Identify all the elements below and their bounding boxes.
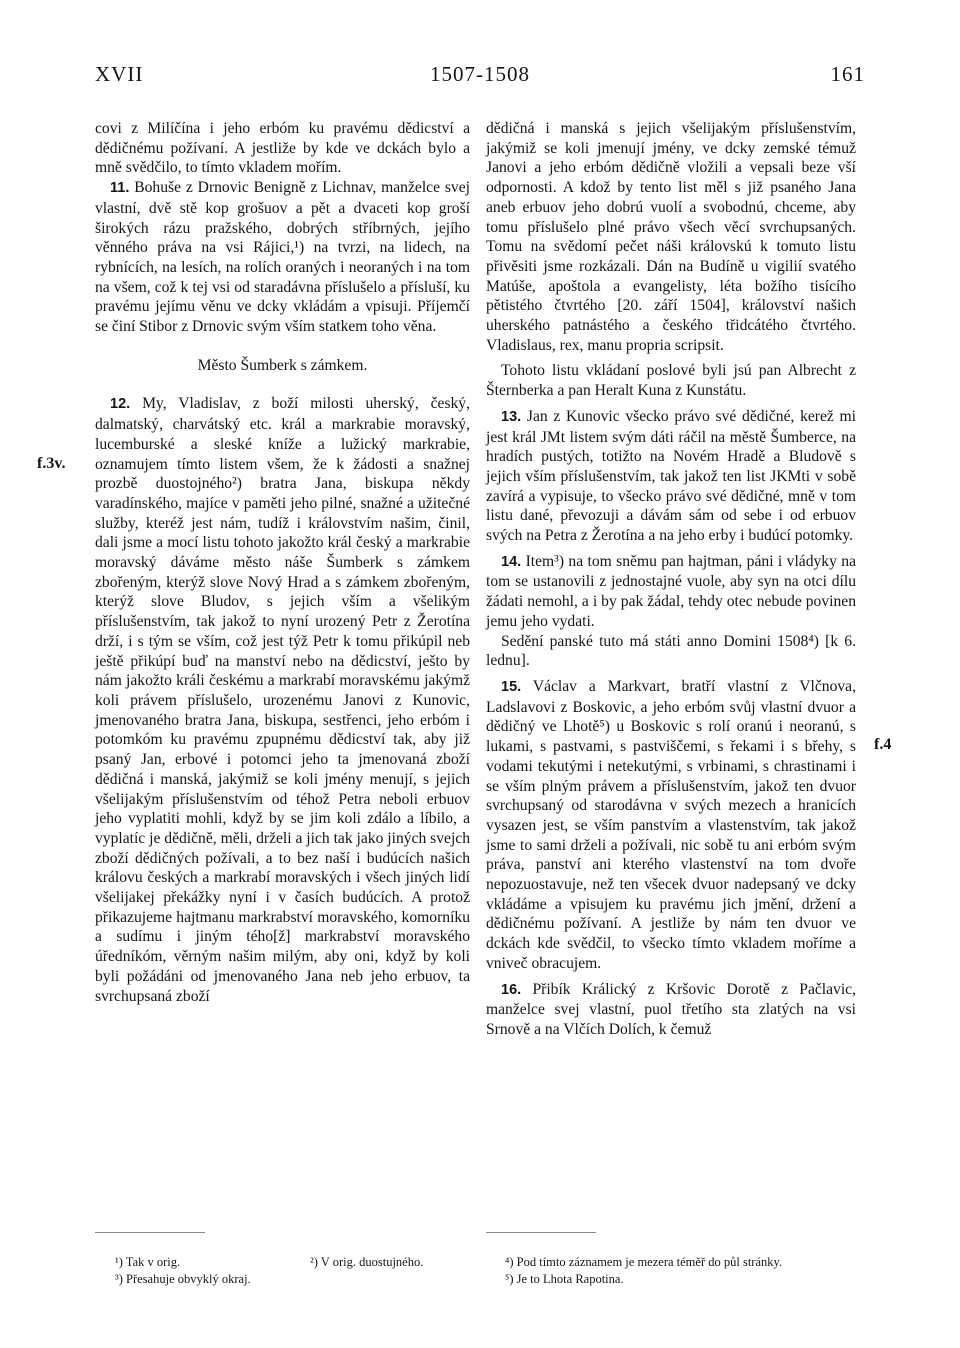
section-heading: Město Šumberk s zámkem. — [197, 356, 368, 374]
entry-text: My, Vladislav, z boží milosti uherský, český, dalmatský, charvátský etc. král a markrabie moravský, lucemburské a sleské kníže a lužický markrabie, oznamujem tímto listem všem, že k žádosti a snažnej prozbě duostojného²) bratra Jana, biskupa někdy varadínského, majíce v paměti jeho pilné, snažné a užitečné služby, kteréž jest nám, tudíž i královstvím našim, činil, dali jsme a mocí listu tohoto jakožto král český a markrabie moravský dáváme město náše Šumberk s zámkem zbořeným, kterýž slove Nový Hrad a s zámkem zbořeným, kterýž slove Bludov, s jejich vším a všelikým příslušenstvím, tak jakož to nyní urozený Petr z Žerotína drží, i s tým se vším, což jest týž Petr k tomu přikúpil neb ještě přikúpí buď na manství nebo na dědicství, ješto by nám jakožto králi českému a markrabí moravskému jakýmž koli právem příslušelo, urozenému Janovi z Kunovic, jmenovaného bratra Jana, biskupa, sestřenci, jeho erbóm i potomkóm ku pravému zpupnému dědicství tak, aby již psaný Jan, erbové i potomci jeho ta jmenovaná zboží dědičná i manská, jakýmiž se koli jmény menují, s jejich všelijakým příslušenstvím od téhož Petra neboli erbuov jeho vyplatiti mohli, když by se jim koli zdálo a líbilo, a vyplatíc je dědičně, měli, drželi a jich tak jako jiných svejch zboží dědičných požívali, a to bez naší i budúcích našich královu českých a markrabí moravských i všech jiných lidí všelijakej překážky nyní i v časích budúcích. A protož přikazujeme hajtmanu markrabství moravského, komorníku a sudímu i jiným tého[ž] markrabství moravského úředníkóm, věrným našim milým, aby oni, když by koli byli požádáni od jmenovaného Jana neb jeho erbuov, ta svrchupsaná zboží — [95, 395, 470, 1005]
footnote-1: ¹) Tak v orig. — [115, 1255, 181, 1269]
entry-text: Item³) na tom sněmu pan hajtman, páni i vládyky na tom se ustanovili z jednostajné vuole, aby syn na otci dílu žádati nemohl, a i by pak žádal, tehdy otec nebude povinen jemu jeho vydati. — [486, 552, 856, 630]
entry-13 — [486, 407, 856, 546]
left-column — [95, 119, 470, 1006]
entry-text: Přibík Králický z Kršovic Dorotě z Pačlavic, manželce svej vlastní, puol třetího sta zlatých na vsi Srnově a na Vlčích Dolích, k čemuž — [486, 980, 856, 1038]
entry-12 — [95, 394, 470, 1006]
entry-11 — [95, 178, 470, 337]
footnote-3: ³) Přesahuje obvyklý okraj. — [115, 1272, 251, 1286]
header-years: 1507-1508 — [430, 62, 530, 86]
entry-number: 11. — [110, 180, 130, 197]
right-column — [486, 119, 856, 1040]
entry-14 — [486, 552, 856, 632]
footnote-5: ⁵) Je to Lhota Rapotina. — [505, 1272, 624, 1286]
footnote-2: ²) V orig. duostujného. — [310, 1255, 424, 1269]
entry-number: 14. — [501, 553, 522, 570]
page-number: 161 — [830, 62, 865, 86]
entry-number: 12. — [110, 396, 131, 413]
paragraph: dědičná i manská s jejich všelijakým příslušenstvím, jakýmiž se koli jmenují jmény, ve dcky zemské témuž Janovi a jeho erbóm dědičně vložili a vepsali beze vší odpornosti. A kdož by tento list měl s již psaného Jana aneb erbuov jeho dobrú vuolí a svobodnú, chceme, aby tomu příslušelo plné právo všech věcí svrchupsaných. Tomu na svědomí pečet náši královskú k tomuto listu přivěsiti jsme rozkázali. Dán na Budíně u vigilií svatého Matúše, apoštola a evangelisty, léta božího tisícího pětistého čtvrtého [20. září 1504], království našich uherského patnástého a českého třidcátého čtvrtého. Vladislaus, rex, manu propria scripsit. — [486, 120, 856, 354]
entry-number: 15. — [501, 678, 522, 695]
entry-text: Jan z Kunovic všecko právo své dědičné, kerež mi jest král JMt listem svým dáti ráčil na městě Šumberce, na hradích pustých, totižto na Novém Hradě a Bludově s jejich vším příslušenstvím, tak jakož ten list JKMti v sobě zavírá a vypisuje, to všecko právo své dědičné, mně v tom listu dané, převozuji a dávám sám od sebe i od erbuov svých na Petra z Žerotína a na jeho erby i budúcí potomky. — [486, 407, 856, 545]
footnote-4: ⁴) Pod tímto záznamem je mezera téměř do půl stránky. — [505, 1255, 783, 1269]
running-header — [95, 62, 865, 92]
margin-folio-right: f.4 — [874, 736, 892, 753]
header-roman-numeral: XVII — [95, 62, 144, 86]
entry-number: 16. — [501, 981, 522, 998]
entry-16 — [486, 980, 856, 1040]
paragraph: covi z Milíčína i jeho erbóm ku pravému dědicství a dědičnému požívaní. A jestliže by kde ve dckách bylo a mně svědčilo, to tímto vkladem mořím. — [95, 120, 470, 177]
entry-number: 13. — [501, 408, 522, 425]
entry-text: Václav a Markvart, bratří vlastní z Vlčnova, Ladslavovi z Boskovic, a jeho erbóm svůj vlastní dvuor a dědičný ve Lhotě⁵) u Boskovic s rolí oranú i neoranú, s lukami, s pastvami, s pastviščemi, s řekami i s břehy, s vodami tekutými i netekutými, s vrbinami, s chrastinami i se vším plným právem a příslušenstvím, jakož ten dvuor svrchupsaný od starodávna v svých mezech a hranicích vysazen jest, se vším panstvím a vlastenstvím, tak jakož jsme to sami drželi a požívali, nic sobě tu ani erbóm svým práva, panství ani kterého vlastenství na tom dvoře nepozuostavuje, než ten všecek dvuor nadepsaný ve dcky vkládáme a vpisujem ku pravému jich jmění, držení a dědičnému požívaní. A jestliže by nám ten dvuor ve dckách kde svědčil, to všecko tímto vkladem moříme a vniveč obracujem. — [486, 677, 856, 972]
paragraph: Tohoto listu vkládaní poslové byli jsú pan Albrecht z Šternberka a pan Heralt Kuna z Kunstátu. — [486, 362, 856, 400]
margin-folio-left: f.3v. — [37, 455, 66, 472]
paragraph: Sedění panské tuto má státi anno Domini 1508⁴) [k 6. lednu]. — [486, 632, 856, 670]
entry-text: Bohuše z Drnovic Benigně z Lichnav, manželce svej vlastní, dvě stě kop grošuov a pět a dvaceti kop groší širokých rázu pražského, dobrých stříbrných, jejího věnného práva na vsi Rájici,¹) na tvrzi, na lidech, na rybnících, na lesích, na rolích oraných i neoraných i na tom na všem, což k tej vsi od staradávna příslušelo a přísluší, ku pravému jejímu věnu ve dcky vkládám a vpisuji. Příjemčí se činí Stibor z Drnovic svým vším statkem toho věna. — [95, 179, 470, 336]
footnote-rule — [486, 1232, 596, 1233]
entry-15 — [486, 677, 856, 974]
footnote-rule — [95, 1232, 205, 1233]
